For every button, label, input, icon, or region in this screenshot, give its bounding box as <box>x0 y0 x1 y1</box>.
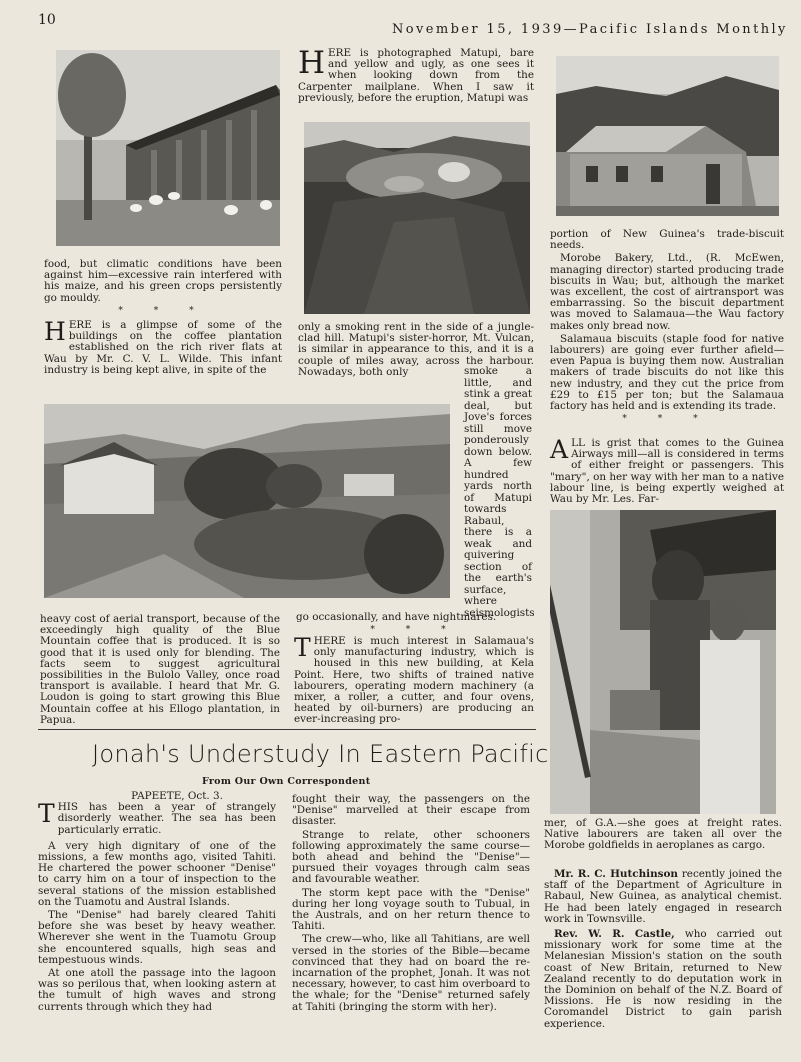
running-title: November 15, 1939—Pacific Islands Monthly <box>392 22 788 37</box>
drop-cap: H <box>44 317 66 346</box>
biscuit-factory-photo <box>556 56 779 216</box>
salamaua-continued <box>550 229 784 426</box>
salamaua-lead <box>294 633 534 726</box>
jonah-p1: HIS has been a year of strangely disorderly weather. The sea has been particularly erratic. <box>57 801 276 836</box>
salamaua-para3: Salamaua biscuits (staple food for native labourers) are going ever further afield—even Papua is buying them now. Australian makers of trade biscuits do not like this new industry, and they cut the price from £29 to £15 per ton; but the Salamaua factory has held and is extending its trade. <box>550 332 784 413</box>
jonah-p8: The crew—who, like all Tahitians, are well versed in the stories of the Bible—became convinced that they had on board the re-incarnation of the prophet, Jonah. It was not necessary, however, to cast him overboard to the whale; for the "Denise" returned safely at Tahiti (bringing the storm with her). <box>292 933 530 1013</box>
jonah-column-1 <box>38 791 276 1015</box>
coffee-shed-photo <box>56 50 280 246</box>
jonah-p2: A very high dignitary of one of the missions, a few months ago, visited Tahiti. He chartered the power schooner "Denise" to carry him on a tour of inspection to the several stations of the mission established on the Tuamotu and Austral Islands. <box>38 839 276 908</box>
airways-lead-text: LL is grist that comes to the Guinea Airways mill—all is considered in terms of either freight or passengers. This "mary", on her way with her man to a native labour line, is being expertly weighed at Wau by Mr. Les. Far- <box>550 437 784 506</box>
drop-cap: T <box>294 633 311 662</box>
article-byline: From Our Own Correspondent <box>202 776 371 787</box>
matupi-aerial-photo <box>304 122 530 314</box>
jonah-p7: The storm kept pace with the "Denise" during her long voyage south to Tubual, in the Australs, and on her return thence to Tahiti. <box>292 886 530 933</box>
page-number: 10 <box>38 12 56 28</box>
coffee-lead-text: ERE is a glimpse of some of the buildings on the coffee plantation established on the rich river flats at Wau by Mr. C. V. L. Wilde. This infant industry is being kept alive, in spite of the <box>44 319 282 376</box>
drop-cap: T <box>38 799 55 829</box>
coffee-continued-text: food, but climatic conditions have been against him—excessive rain interfered with his maize, and his green crops persistently go mouldy. <box>44 258 282 304</box>
plantation-landscape-photo <box>44 404 450 598</box>
matupi-continued-text: only a smoking rent in the side of a jungle-clad hill. Matupi's sister-horror, Mt. Vulcan, is similar in appearance to this, and it is a couple of miles away, across the harbour. Nowadays, both only <box>298 321 534 378</box>
coffee-continued-bottom <box>40 614 280 728</box>
coffee-bottom-text: heavy cost of aerial transport, because of the exceedingly high quality of the Blue Mountain coffee that is produced. It is so good that it is used only for blending. The facts seem to suggest agricultural possibilities in the Bulolo Valley, once road transport is available. I heard that Mr. G. Loudon is going to start growing this Blue Mountain coffee at his Ellogo plantation, in Papua. <box>40 613 280 726</box>
person-name: Mr. R. C. Hutchinson <box>554 868 678 880</box>
drop-cap: H <box>298 45 326 81</box>
matupi-tail <box>296 612 534 637</box>
person-name: Rev. W. R. Castle, <box>554 928 675 941</box>
jonah-p3: The "Denise" had barely cleared Tahiti before she was beset by heavy weather. Wherever she went in the Tuamotu Group she encountered squalls, high seas and tempestuous winds. <box>38 909 276 966</box>
airways-lead <box>550 435 784 506</box>
section-divider: * * * <box>622 414 712 425</box>
jonah-p5: fought their way, the passengers on the "Denise" marvelled at their escape from disaster. <box>292 793 530 828</box>
jonah-p6: Strange to relate, other schooners following approximately the same course—both ahead and behind the "Denise"—pursued their voyages through calm seas and favourable weather. <box>292 828 530 886</box>
salamaua-lead-text: HERE is much interest in Salamaua's only manufacturing industry, which is housed in this new building, at Kela Point. Here, two shifts of trained native labourers, operating modern machinery (a mixer, a roller, a cutter, and four ovens, heated by oil-burners) are producing an ever-increasing pro- <box>294 635 534 726</box>
matupi-lead-text: ERE is photographed Matupi, bare and yellow and ugly, as one sees it when looking down from the Carpenter mailplane. When I saw it previously, before the eruption, Matupi was <box>298 47 534 104</box>
personal-notes <box>544 869 782 1032</box>
jonah-p4: At one atoll the passage into the lagoon was so perilous that, when looking astern at the tumult of high waves and strong currents through which they had <box>38 967 276 1013</box>
section-divider: * * * <box>370 625 460 636</box>
article-rule <box>38 729 536 730</box>
hutchinson-text: recently joined the staff of the Department of Agriculture in Rabaul, New Guinea, as analytical chemist. He had been lately engaged in research work in Townsville. <box>544 868 782 925</box>
salamaua-continued-text: portion of New Guinea's trade-biscuit needs. <box>550 228 784 252</box>
jonah-column-2 <box>292 794 530 1015</box>
drop-cap: A <box>550 435 569 464</box>
section-divider: * * * <box>118 305 208 316</box>
article-headline: Jonah's Understudy In Eastern Pacific <box>92 740 549 768</box>
castle-text: who carried out missionary work for some time at the Melanesian Mission's station on the south coast of New Britain, returned to New Zealand recently to do deputation work in the Dominion on behalf of the N.Z. Board of Missions. He is now residing in the Coromandel District to gain parish experience. <box>544 928 782 1030</box>
airways-continued-text: mer, of G.A.—she goes at freight rates. Native labourers are taken all over the Morobe goldfields in aeroplanes as cargo. <box>544 817 782 852</box>
salamaua-para2: Morobe Bakery, Ltd., (R. McEwen, managing director) started producing trade biscuits in Wau; but, although the market was excellent, the cost of airtransport was embarrassing. So the biscuit department was moved to Salamaua—the Wau factory makes only bread now. <box>550 252 784 332</box>
weighing-photo <box>550 510 776 814</box>
matupi-lead <box>298 45 534 104</box>
dateline: PAPEETE, Oct. 3. <box>131 790 223 802</box>
coffee-continued-top <box>44 259 282 318</box>
matupi-tail-text: go occasionally, and have nightmares. <box>296 611 497 623</box>
airways-continued <box>544 818 782 854</box>
matupi-narrow-column <box>464 365 535 621</box>
matupi-narrow-text: smoke a little, and stink a great deal, but Jove's forces still move ponderously down below. A few hundred yards north of Matupi towards Rabaul, there is a weak and quivering section of the earth's surface, where seismologists <box>464 365 535 619</box>
coffee-lead <box>44 317 282 376</box>
